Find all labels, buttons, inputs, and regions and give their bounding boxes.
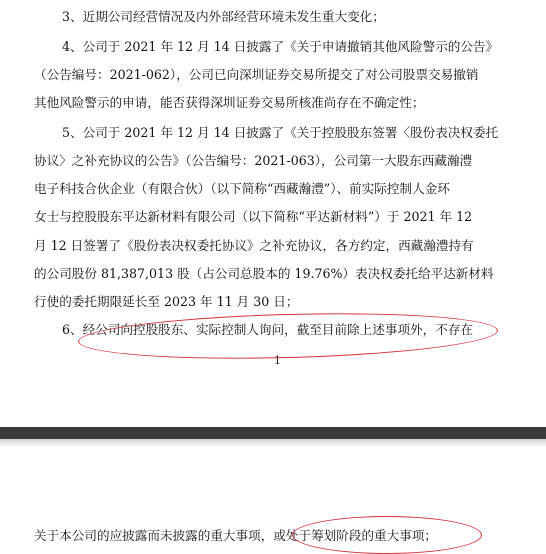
text-line: 4、公司于 2021 年 12 月 14 日披露了《关于申请撤销其他风险警示的公告》 — [62, 39, 499, 54]
text-line: 的公司股份 81,387,013 股（占公司总股本的 19.76%）表决权委托给平达新材料 — [34, 266, 494, 281]
page-divider — [0, 427, 546, 439]
text-line: 关于本公司的应披露而未披露的重大事项，或处于筹划阶段的重大事项； — [34, 528, 437, 543]
text-line: 3、近期公司经营情况及内外部经营环境未发生重大变化； — [62, 9, 385, 24]
text-line: 女士与控股股东平达新材料有限公司（以下简称“平达新材料”）于 2021 年 12 — [34, 209, 473, 224]
highlight-ellipse — [292, 516, 482, 554]
text-line: （公告编号：2021-062），公司已向深圳证券交易所提交了对公司股票交易撤销 — [34, 67, 479, 82]
text-line: 行使的委托期限延长至 2023 年 11 月 30 日； — [34, 294, 299, 309]
text-line: 协议〉之补充协议的公告》（公告编号：2021-063），公司第一大股东西藏瀚澧 — [34, 153, 473, 168]
page-divider-shadow — [0, 439, 546, 447]
text-line: 电子科技合伙企业（有限合伙）（以下简称“西藏瀚澧”）、前实际控制人金环 — [34, 181, 450, 196]
text-line: 其他风险警示的申请，能否获得深圳证券交易所核准尚存在不确定性； — [34, 95, 425, 110]
text-line: 6、经公司向控股股东、实际控制人询问，截至目前除上述事项外，不存在 — [62, 322, 474, 337]
text-line: 月 12 日签署了《股份表决权委托协议》之补充协议，各方约定，西藏瀚澧持有 — [34, 238, 474, 253]
page-number: 1 — [274, 354, 281, 367]
text-line: 5、公司于 2021 年 12 月 14 日披露了《关于控股股东签署〈股份表决权委托 — [62, 125, 499, 140]
